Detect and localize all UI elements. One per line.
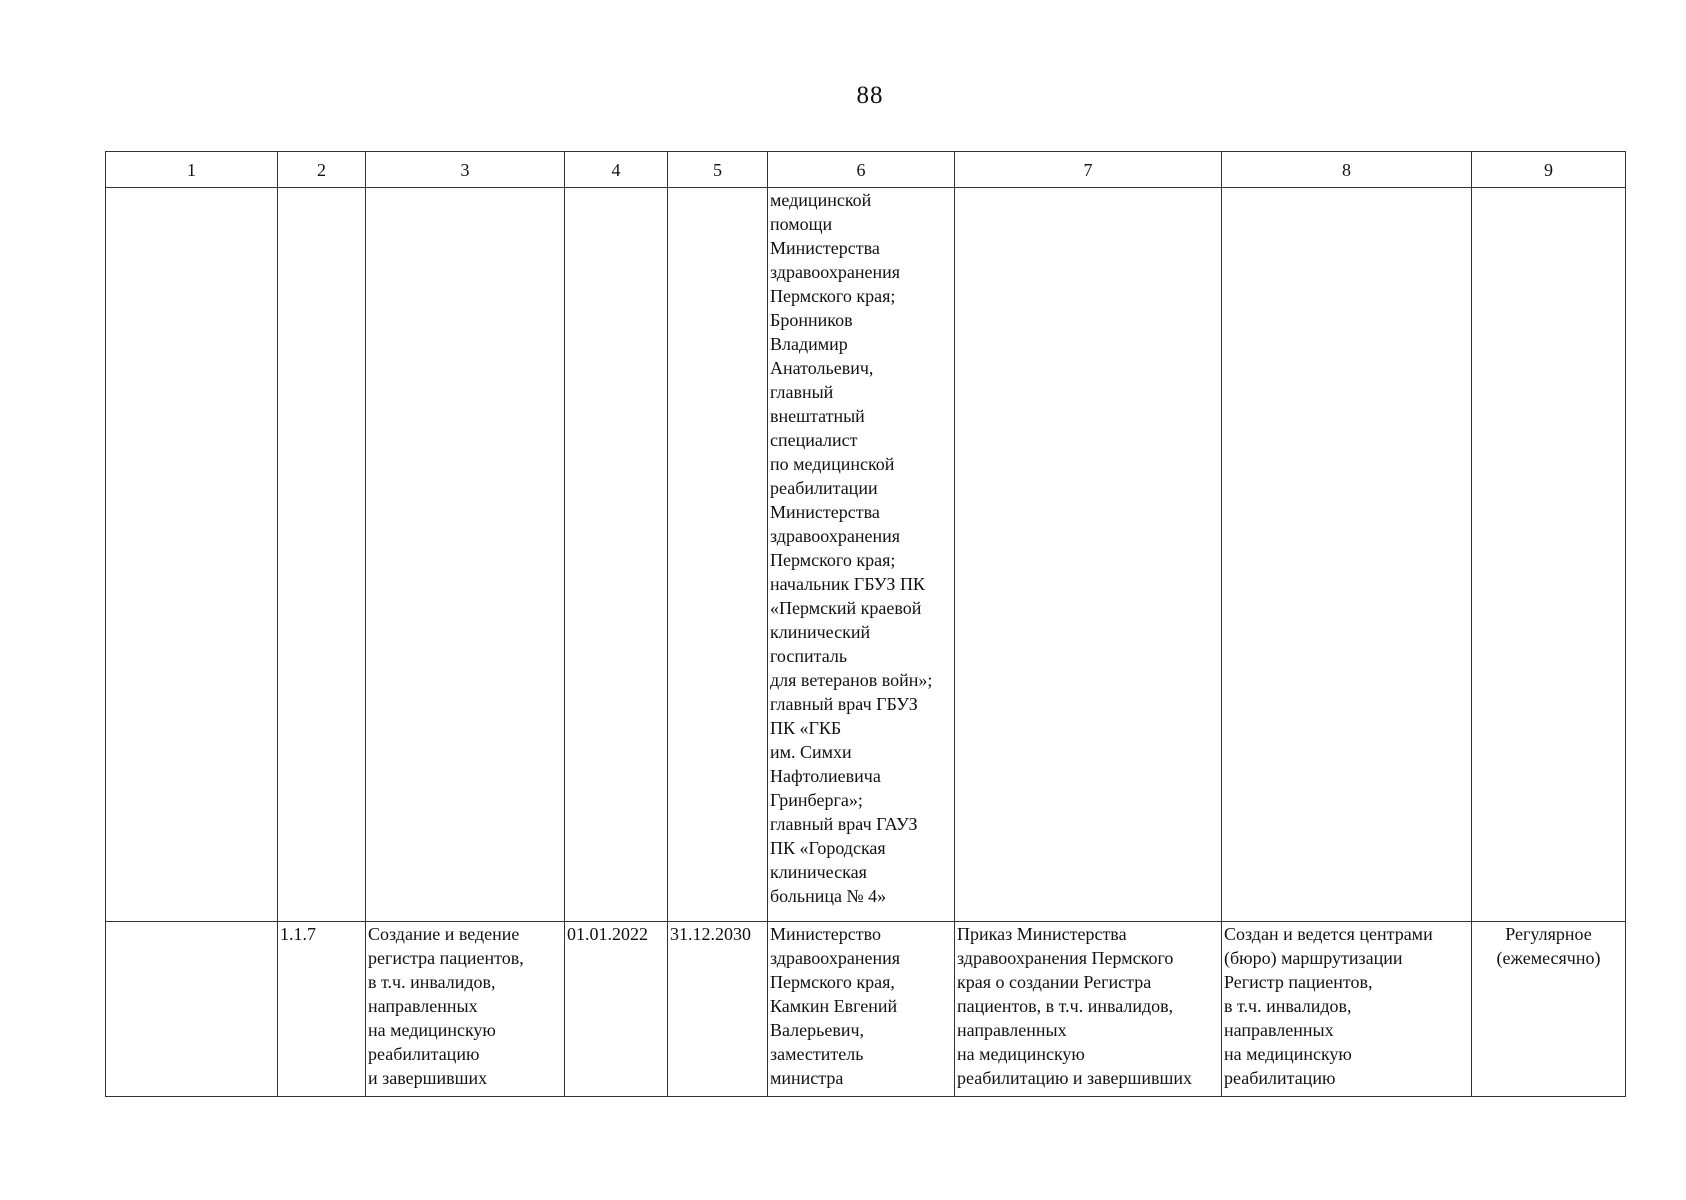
responsible-line: здравоохранения — [770, 948, 901, 968]
responsible-line: внештатный — [770, 406, 865, 426]
activity-name-cell — [366, 922, 565, 1097]
responsible-line: ПК «ГКБ — [770, 718, 842, 738]
continuation-cell-9 — [1472, 188, 1626, 922]
responsible-line: им. Симхи — [770, 742, 852, 762]
responsible-line: Пермского края, — [770, 972, 895, 992]
responsible-line: Пермского края; — [770, 286, 896, 306]
responsible-line: главный врач ГАУЗ — [770, 814, 918, 834]
responsible-line: специалист — [770, 430, 858, 450]
table-row-1-1-7 — [106, 922, 1626, 1097]
activity-name-line: Создание и ведение — [368, 924, 520, 944]
document-line: направленных — [957, 1020, 1067, 1040]
activity-name-line: на медицинскую — [368, 1020, 496, 1040]
result-line: направленных — [1224, 1020, 1334, 1040]
responsible-line: Нафтолиевича — [770, 766, 881, 786]
column-header-5: 5 — [668, 152, 768, 188]
frequency-line: (ежемесячно) — [1496, 948, 1601, 968]
continuation-cell-5 — [668, 188, 768, 922]
responsible-line: госпиталь — [770, 646, 848, 666]
responsible-line: для ветеранов войн»; — [770, 670, 933, 690]
row-number-cell: 1.1.7 — [278, 922, 366, 1097]
continuation-cell-1 — [106, 188, 278, 922]
result-line: на медицинскую — [1224, 1044, 1352, 1064]
result-line: (бюро) маршрутизации — [1224, 948, 1403, 968]
responsible-line: Камкин Евгений — [770, 996, 898, 1016]
column-number-header-row — [106, 152, 1626, 188]
column-header-1: 1 — [106, 152, 278, 188]
responsible-line: начальник ГБУЗ ПК — [770, 574, 925, 594]
responsible-line: Анатольевич, — [770, 358, 874, 378]
responsible-line: главный — [770, 382, 834, 402]
continuation-cell-3 — [366, 188, 565, 922]
responsible-line: здравоохранения — [770, 526, 901, 546]
document-cell — [955, 922, 1222, 1097]
activity-name-line: реабилитацию — [368, 1044, 480, 1064]
result-line: реабилитацию — [1224, 1068, 1336, 1088]
document-line: здравоохранения Пермского — [957, 948, 1174, 968]
responsible-cell — [768, 922, 955, 1097]
responsible-line: Владимир — [770, 334, 848, 354]
continuation-row — [106, 188, 1626, 922]
responsible-line: Гринберга»; — [770, 790, 863, 810]
document-line: Приказ Министерства — [957, 924, 1127, 944]
document-line: пациентов, в т.ч. инвалидов, — [957, 996, 1174, 1016]
responsible-line: Пермского края; — [770, 550, 896, 570]
result-cell — [1222, 922, 1472, 1097]
continuation-cell-4 — [565, 188, 668, 922]
result-line: в т.ч. инвалидов, — [1224, 996, 1352, 1016]
activity-name-line: и завершивших — [368, 1068, 488, 1088]
responsible-line: больница № 4» — [770, 886, 887, 906]
responsible-line: здравоохранения — [770, 262, 901, 282]
responsible-line: медицинской — [770, 190, 872, 210]
result-line: Регистр пациентов, — [1224, 972, 1373, 992]
end-date-cell: 31.12.2030 — [668, 922, 768, 1097]
responsible-line: министра — [770, 1068, 844, 1088]
activity-name-line: в т.ч. инвалидов, — [368, 972, 496, 992]
responsible-line: Министерства — [770, 238, 880, 258]
column-header-7: 7 — [955, 152, 1222, 188]
column-header-2: 2 — [278, 152, 366, 188]
responsible-line: клинический — [770, 622, 871, 642]
column-header-8: 8 — [1222, 152, 1472, 188]
start-date-cell: 01.01.2022 — [565, 922, 668, 1097]
page-number: 88 — [856, 82, 884, 109]
continuation-cell-8 — [1222, 188, 1472, 922]
column-header-6: 6 — [768, 152, 955, 188]
row-section-cell — [106, 922, 278, 1097]
frequency-cell — [1472, 922, 1626, 1097]
responsible-line: Министерства — [770, 502, 880, 522]
result-line: Создан и ведется центрами — [1224, 924, 1433, 944]
frequency-line: Регулярное — [1505, 924, 1592, 944]
responsible-line: помощи — [770, 214, 833, 234]
document-line: на медицинскую — [957, 1044, 1085, 1064]
responsible-line: заместитель — [770, 1044, 864, 1064]
column-header-9: 9 — [1472, 152, 1626, 188]
plan-table — [105, 151, 1626, 1097]
responsible-line: «Пермский краевой — [770, 598, 922, 618]
continuation-cell-7 — [955, 188, 1222, 922]
document-line: края о создании Регистра — [957, 972, 1152, 992]
continuation-cell-2 — [278, 188, 366, 922]
column-header-3: 3 — [366, 152, 565, 188]
document-line: реабилитацию и завершивших — [957, 1068, 1192, 1088]
responsible-line: Валерьевич, — [770, 1020, 865, 1040]
responsible-line: Бронников — [770, 310, 853, 330]
responsible-line: ПК «Городская — [770, 838, 886, 858]
responsible-line: по медицинской — [770, 454, 895, 474]
responsible-line: реабилитации — [770, 478, 878, 498]
activity-name-line: направленных — [368, 996, 478, 1016]
responsible-line: клиническая — [770, 862, 867, 882]
responsible-line: Министерство — [770, 924, 881, 944]
activity-name-line: регистра пациентов, — [368, 948, 524, 968]
column-header-4: 4 — [565, 152, 668, 188]
continuation-responsible-cell — [768, 188, 955, 922]
responsible-line: главный врач ГБУЗ — [770, 694, 918, 714]
